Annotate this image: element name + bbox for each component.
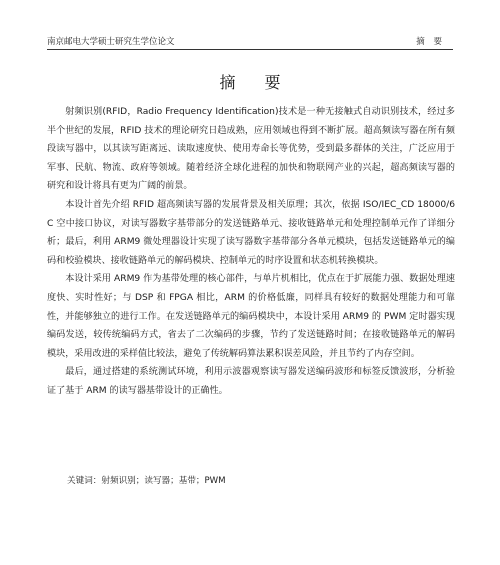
header-institution: 南京邮电大学硕士研究生学位论文 — [47, 37, 175, 47]
abstract-paragraph-1: 射频识别(RFID，Radio Frequency Identification)技术是一种无接触式自动识别技术，经过多半个世纪的发展，RFID 技术的理论研究日趋成熟，应用领域也得到不断扩展。超高频读写器在所有频段读写器中，以其读写距离远、读取速度快、使用寿命长等优势，受到最多群体的关注，广泛应用于军事、民航、物流、政府等领域。随着经济全球化进程的加快和物联网产业的兴起，超高频读写器的研究和设计将具有更为广阔的前景。 — [47, 107, 455, 192]
keywords-line: 关键词：射频识别；读写器；基带；PWM — [67, 476, 226, 486]
running-header — [47, 35, 453, 49]
page-title: 摘 要 — [219, 73, 293, 92]
header-section: 摘 要 — [416, 37, 445, 47]
header-divider — [47, 49, 453, 50]
abstract-paragraph-4: 最后，通过搭建的系统测试环境，利用示波器观察读写器发送编码波形和标签反馈波形，分析验证了基于 ARM 的读写器基带设计的正确性。 — [47, 367, 455, 396]
abstract-body — [47, 103, 455, 401]
abstract-paragraph-2: 本设计首先介绍 RFID 超高频读写器的发展背景及相关原理；其次，依据 ISO/IEC_CD 18000/6C 空中接口协议，对读写器数字基带部分的发送链路单元、接收链路单元和处理控制单元作了详细分析；最后，利用 ARM9 微处理器设计实现了读写器数字基带部分各单元模块，包括发送链路单元的编码和校验模块、接收链路单元的解码模块、控制单元的时序设置和状态机转换模块。 — [47, 199, 455, 266]
abstract-paragraph-3: 本设计采用 ARM9 作为基带处理的核心部件，与单片机相比，优点在于扩展能力强、数据处理速度快、实时性好；与 DSP 和 FPGA 相比，ARM 的价格低廉，同样具有较好的数据处理能力和可靠性，并能够独立的进行工作。在发送链路单元的编码模块中，本设计采用 ARM9 的 PWM 定时器实现编码发送，较传统编码方式，省去了二次编码的步骤，节约了发送链路时间；在接收链路单元的解码模块，采用改进的采样值比较法，避免了传统解码算法累积误差风险，并且节约了内存空间。 — [47, 274, 455, 359]
